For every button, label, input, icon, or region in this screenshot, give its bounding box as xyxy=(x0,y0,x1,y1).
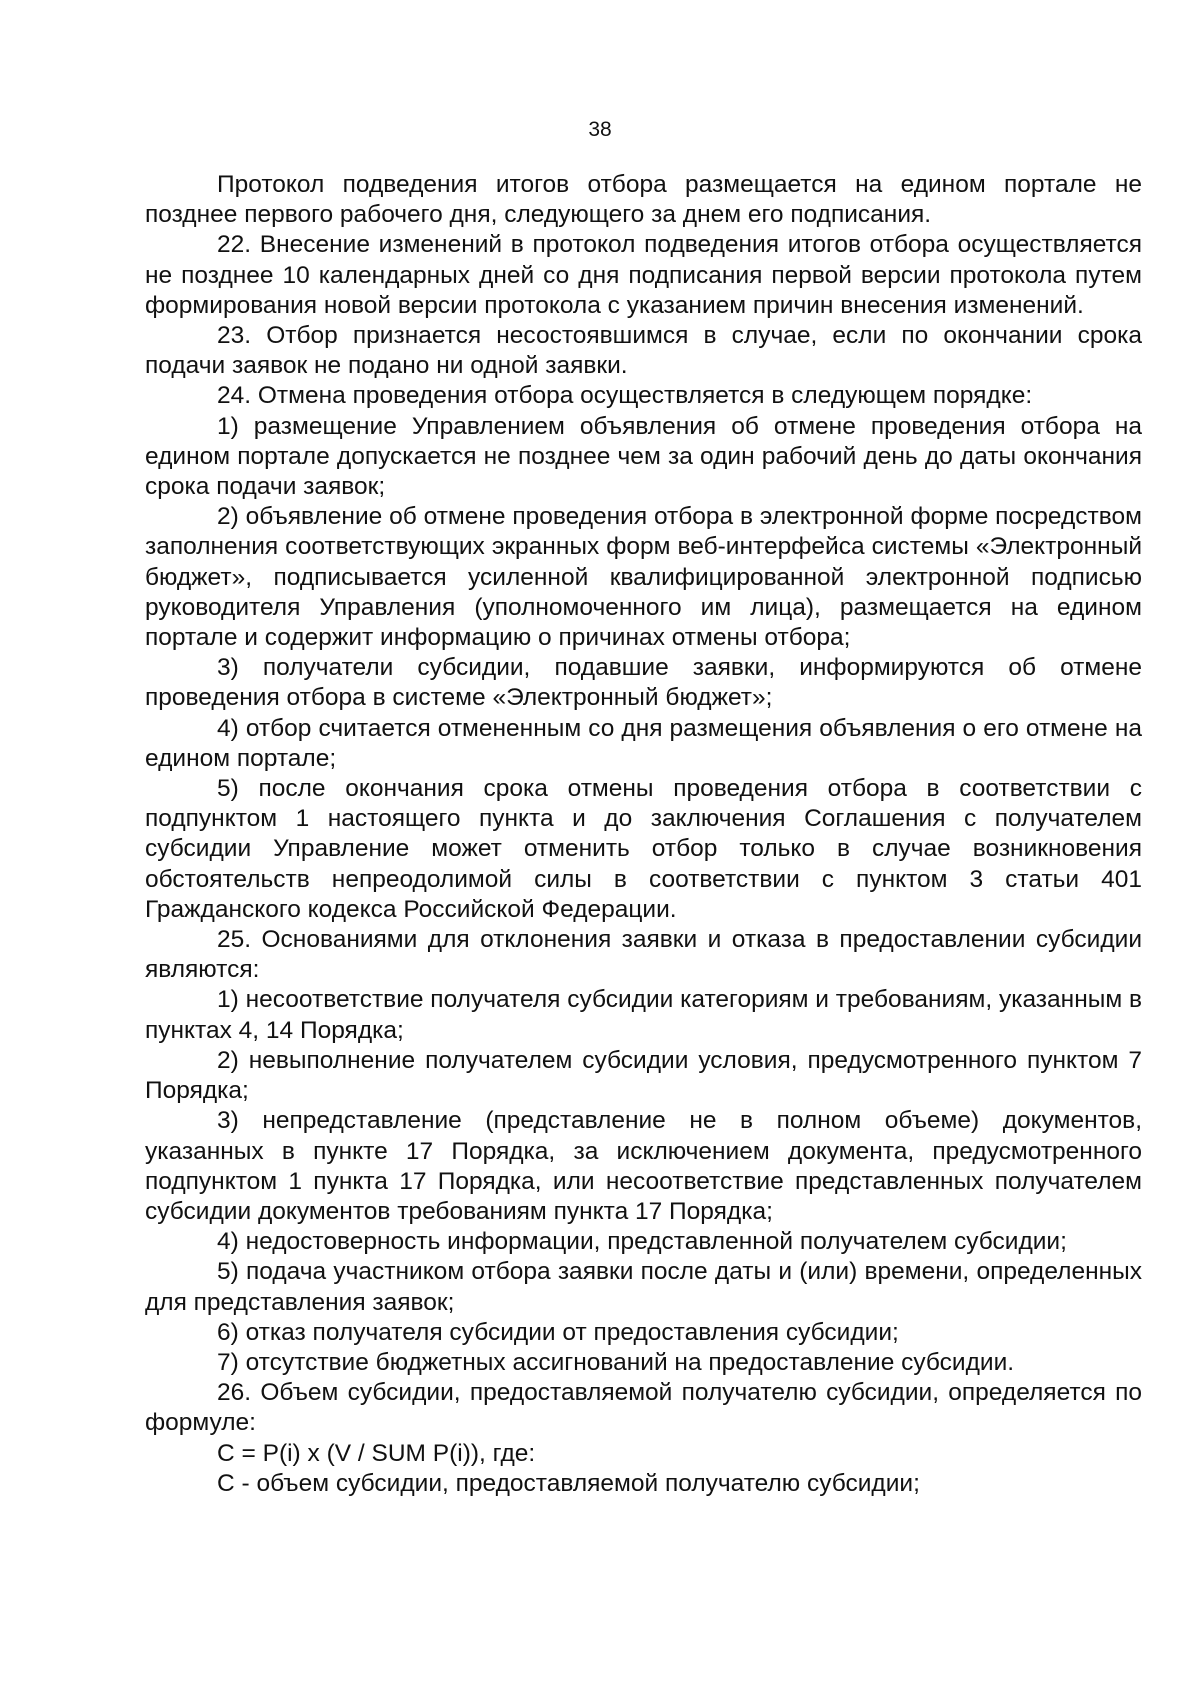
paragraph: 1) несоответствие получателя субсидии категориям и требованиям, указанным в пунктах 4, 14 Порядка; xyxy=(145,986,1143,1044)
paragraph: 2) объявление об отмене проведения отбора в электронной форме посредством заполнения соответствующих экранных форм веб-интерфейса системы «Электронный бюджет», подписывается усиленной квалифицированной электронной подписью руководителя Управления (уполномоченного им лица), размещается на едином портале и содержит информацию о причинах отмены отбора; xyxy=(145,503,1142,652)
paragraph: 24. Отмена проведения отбора осуществляется в следующем порядке: xyxy=(217,382,1033,410)
paragraph: 23. Отбор признается несостоявшимся в случае, если по окончании срока подачи заявок не подано ни одной заявки. xyxy=(145,322,1142,380)
paragraph: 6) отказ получателя субсидии от предоставления субсидии; xyxy=(217,1318,899,1346)
paragraph: 22. Внесение изменений в протокол подведения итогов отбора осуществляется не позднее 10 календарных дней со дня подписания первой версии протокола путем формирования новой версии протокола с указанием причин внесения изменений. xyxy=(145,231,1142,319)
paragraph: 4) отбор считается отмененным со дня размещения объявления о его отмене на едином портале; xyxy=(145,714,1142,772)
paragraph: 26. Объем субсидии, предоставляемой получателю субсидии, определяется по формуле: xyxy=(145,1379,1142,1437)
paragraph: Протокол подведения итогов отбора размещается на едином портале не позднее первого рабочего дня, следующего за днем его подписания. xyxy=(145,171,1142,229)
document-body xyxy=(145,170,1142,1499)
paragraph: 3) получатели субсидии, подавшие заявки, информируются об отмене проведения отбора в системе «Электронный бюджет»; xyxy=(145,654,1142,712)
paragraph: 1) размещение Управлением объявления об отмене проведения отбора на едином портале допускается не позднее чем за один рабочий день до даты окончания срока подачи заявок; xyxy=(145,412,1142,501)
page-number: 38 xyxy=(588,118,612,141)
paragraph: 3) непредставление (представление не в полном объеме) документов, указанных в пункте 17 Порядка, за исключением документа, предусмотренного подпунктом 1 пункта 17 Порядка, или несоответствие представленных получателем субсидии документов требованиям пункта 17 Порядка; xyxy=(145,1107,1142,1225)
paragraph: 25. Основаниями для отклонения заявки и отказа в предоставлении субсидии являются: xyxy=(145,926,1142,984)
paragraph: 5) после окончания срока отмены проведения отбора в соответствии с подпунктом 1 настоящего пункта и до заключения Соглашения с получателем субсидии Управление может отменить отбор только в случае возникновения обстоятельств непреодолимой силы в соответствии с пунктом 3 статьи 401 Гражданского кодекса Российской Федерации. xyxy=(145,775,1142,923)
paragraph: C - объем субсидии, предоставляемой получателю субсидии; xyxy=(217,1469,920,1497)
paragraph: 4) недостоверность информации, представленной получателем субсидии; xyxy=(217,1228,1067,1256)
paragraph: 7) отсутствие бюджетных ассигнований на предоставление субсидии. xyxy=(217,1348,1015,1376)
formula: C = P(i) x (V / SUM P(i)), где: xyxy=(217,1439,536,1467)
paragraph: 5) подача участником отбора заявки после даты и (или) времени, определенных для представления заявок; xyxy=(145,1258,1142,1316)
paragraph: 2) невыполнение получателем субсидии условия, предусмотренного пунктом 7 Порядка; xyxy=(145,1046,1142,1105)
